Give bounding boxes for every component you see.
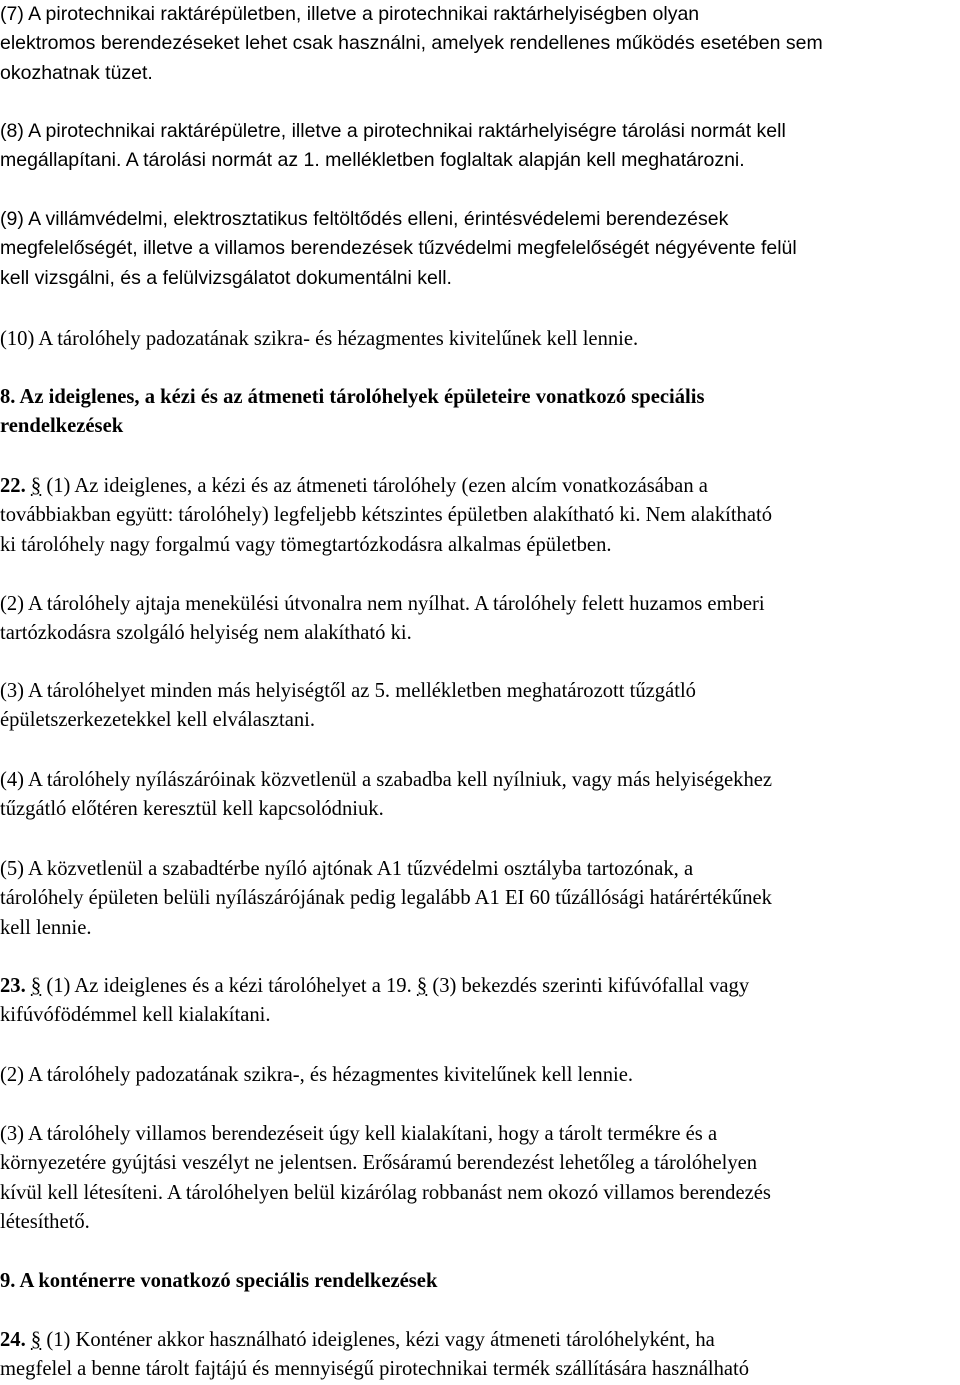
heading-line: 9. A konténerre vonatkozó speciális rendelkezések <box>0 1270 438 1292</box>
text-line: (4) A tárolóhely nyílászáróinak közvetlenül a szabadba kell nyílniuk, vagy más helyiségekhez <box>0 769 773 791</box>
article-number: 22. <box>0 475 26 497</box>
text-line: (7) A pirotechnikai raktárépületben, illetve a pirotechnikai raktárhelyiségben olyan <box>0 3 700 25</box>
text-line: tűzgátló előtéren keresztül kell kapcsolódniuk. <box>0 798 384 821</box>
text-line: (3) A tárolóhelyet minden más helyiségtől az 5. mellékletben meghatározott tűzgátló <box>0 680 696 702</box>
text-line: továbbiakban együtt: tárolóhely) legfeljebb kétszintes épületben alakítható ki. Nem alakítható <box>0 504 773 527</box>
heading-line: rendelkezések <box>0 415 124 438</box>
article-22-paragraph-4 <box>0 766 960 825</box>
text-line: kívül kell létesíteni. A tárolóhelyen belül kizárólag robbanást nem okozó villamos berendezés <box>0 1181 771 1204</box>
paragraph-8-storage-norm <box>0 117 960 176</box>
text-line: kifúvófödémmel kell kialakítani. <box>0 1004 271 1027</box>
article-22-paragraph-1 <box>0 472 960 560</box>
text-line: (8) A pirotechnikai raktárépületre, illetve a pirotechnikai raktárhelyiségre tárolási normát kell <box>0 120 786 142</box>
article-23-paragraph-3 <box>0 1120 960 1237</box>
text-line: tárolóhely épületen belüli nyílászárójának pedig legalább A1 EI 60 tűzállósági határértékűnek <box>0 887 772 910</box>
text-line: elektromos berendezéseket lehet csak használni, amelyek rendellenes működés esetében sem <box>0 32 823 55</box>
section-sign-link[interactable]: § <box>30 1329 42 1351</box>
text-line: (2) A tárolóhely padozatának szikra-, és hézagmentes kivitelűnek kell lennie. <box>0 1064 634 1086</box>
text-line <box>0 972 960 1001</box>
text-line: megfelel a benne tárolt fajtájú és mennyiségű pirotechnikai termék szállítására használható <box>0 1358 750 1381</box>
text-line: (3) A tárolóhely villamos berendezéseit úgy kell kialakítani, hogy a tárolt termékre és a <box>0 1123 718 1145</box>
article-23-paragraph-1 <box>0 972 960 1031</box>
article-22-paragraph-3 <box>0 677 960 736</box>
text-segment: (3) bekezdés szerinti kifúvófallal vagy <box>427 975 750 997</box>
article-number: 24. <box>0 1329 26 1351</box>
text-line: környezetére gyújtási veszélyt ne jelentsen. Erősáramú berendezést lehetőleg a tárolóhelyen <box>0 1152 758 1175</box>
text-line: megfelelőségét, illetve a villamos berendezések tűzvédelmi megfelelőségét négyévente felül <box>0 237 797 260</box>
article-23-paragraph-2 <box>0 1061 960 1090</box>
text-line: ki tárolóhely nagy forgalmú vagy tömegtartózkodásra alkalmas épületben. <box>0 533 612 556</box>
paragraph-10-floor <box>0 325 960 354</box>
text-line: (9) A villámvédelmi, elektrosztatikus feltöltődés elleni, érintésvédelemi berendezések <box>0 208 729 230</box>
section-sign-link[interactable]: § <box>416 975 428 997</box>
text-line: megállapítani. A tárolási normát az 1. mellékletben foglaltak alapján kell meghatározni. <box>0 149 745 172</box>
text-line <box>0 1326 960 1355</box>
text-line: létesíthető. <box>0 1210 90 1233</box>
text-line: (5) A közvetlenül a szabadtérbe nyíló ajtónak A1 tűzvédelmi osztályba tartozónak, a <box>0 858 694 880</box>
heading-line: 8. Az ideiglenes, a kézi és az átmeneti tárolóhelyek épületeire vonatkozó speciális <box>0 386 705 408</box>
section-sign-link[interactable]: § <box>30 975 42 997</box>
article-22-paragraph-2 <box>0 590 960 649</box>
paragraph-7-storage-building-electrical <box>0 0 960 88</box>
section-heading-8 <box>0 383 960 442</box>
paragraph-9-lightning-protection <box>0 205 960 293</box>
text-line: (2) A tárolóhely ajtaja menekülési útvonalra nem nyílhat. A tárolóhely felett huzamos emberi <box>0 593 765 615</box>
text-line: kell vizsgálni, és a felülvizsgálatot dokumentálni kell. <box>0 266 452 289</box>
section-heading-9 <box>0 1267 960 1296</box>
text-line: tartózkodásra szolgáló helyiség nem alakítható ki. <box>0 622 412 645</box>
section-sign-link[interactable]: § <box>30 475 42 497</box>
text-line: kell lennie. <box>0 916 92 939</box>
text-line: (10) A tárolóhely padozatának szikra- és hézagmentes kivitelűnek kell lennie. <box>0 328 639 350</box>
text-line <box>0 472 960 501</box>
text-segment: (1) Konténer akkor használható ideiglenes, kézi vagy átmeneti tárolóhelyként, ha <box>41 1329 715 1351</box>
text-line: okozhatnak tüzet. <box>0 61 153 84</box>
article-22-paragraph-5 <box>0 855 960 943</box>
text-segment: (1) Az ideiglenes, a kézi és az átmeneti tárolóhely (ezen alcím vonatkozásában a <box>41 475 708 497</box>
text-segment: (1) Az ideiglenes és a kézi tárolóhelyet a 19. <box>41 975 417 997</box>
text-line: épületszerkezetekkel kell elválasztani. <box>0 709 316 732</box>
article-24-paragraph-1 <box>0 1326 960 1385</box>
article-number: 23. <box>0 975 26 997</box>
